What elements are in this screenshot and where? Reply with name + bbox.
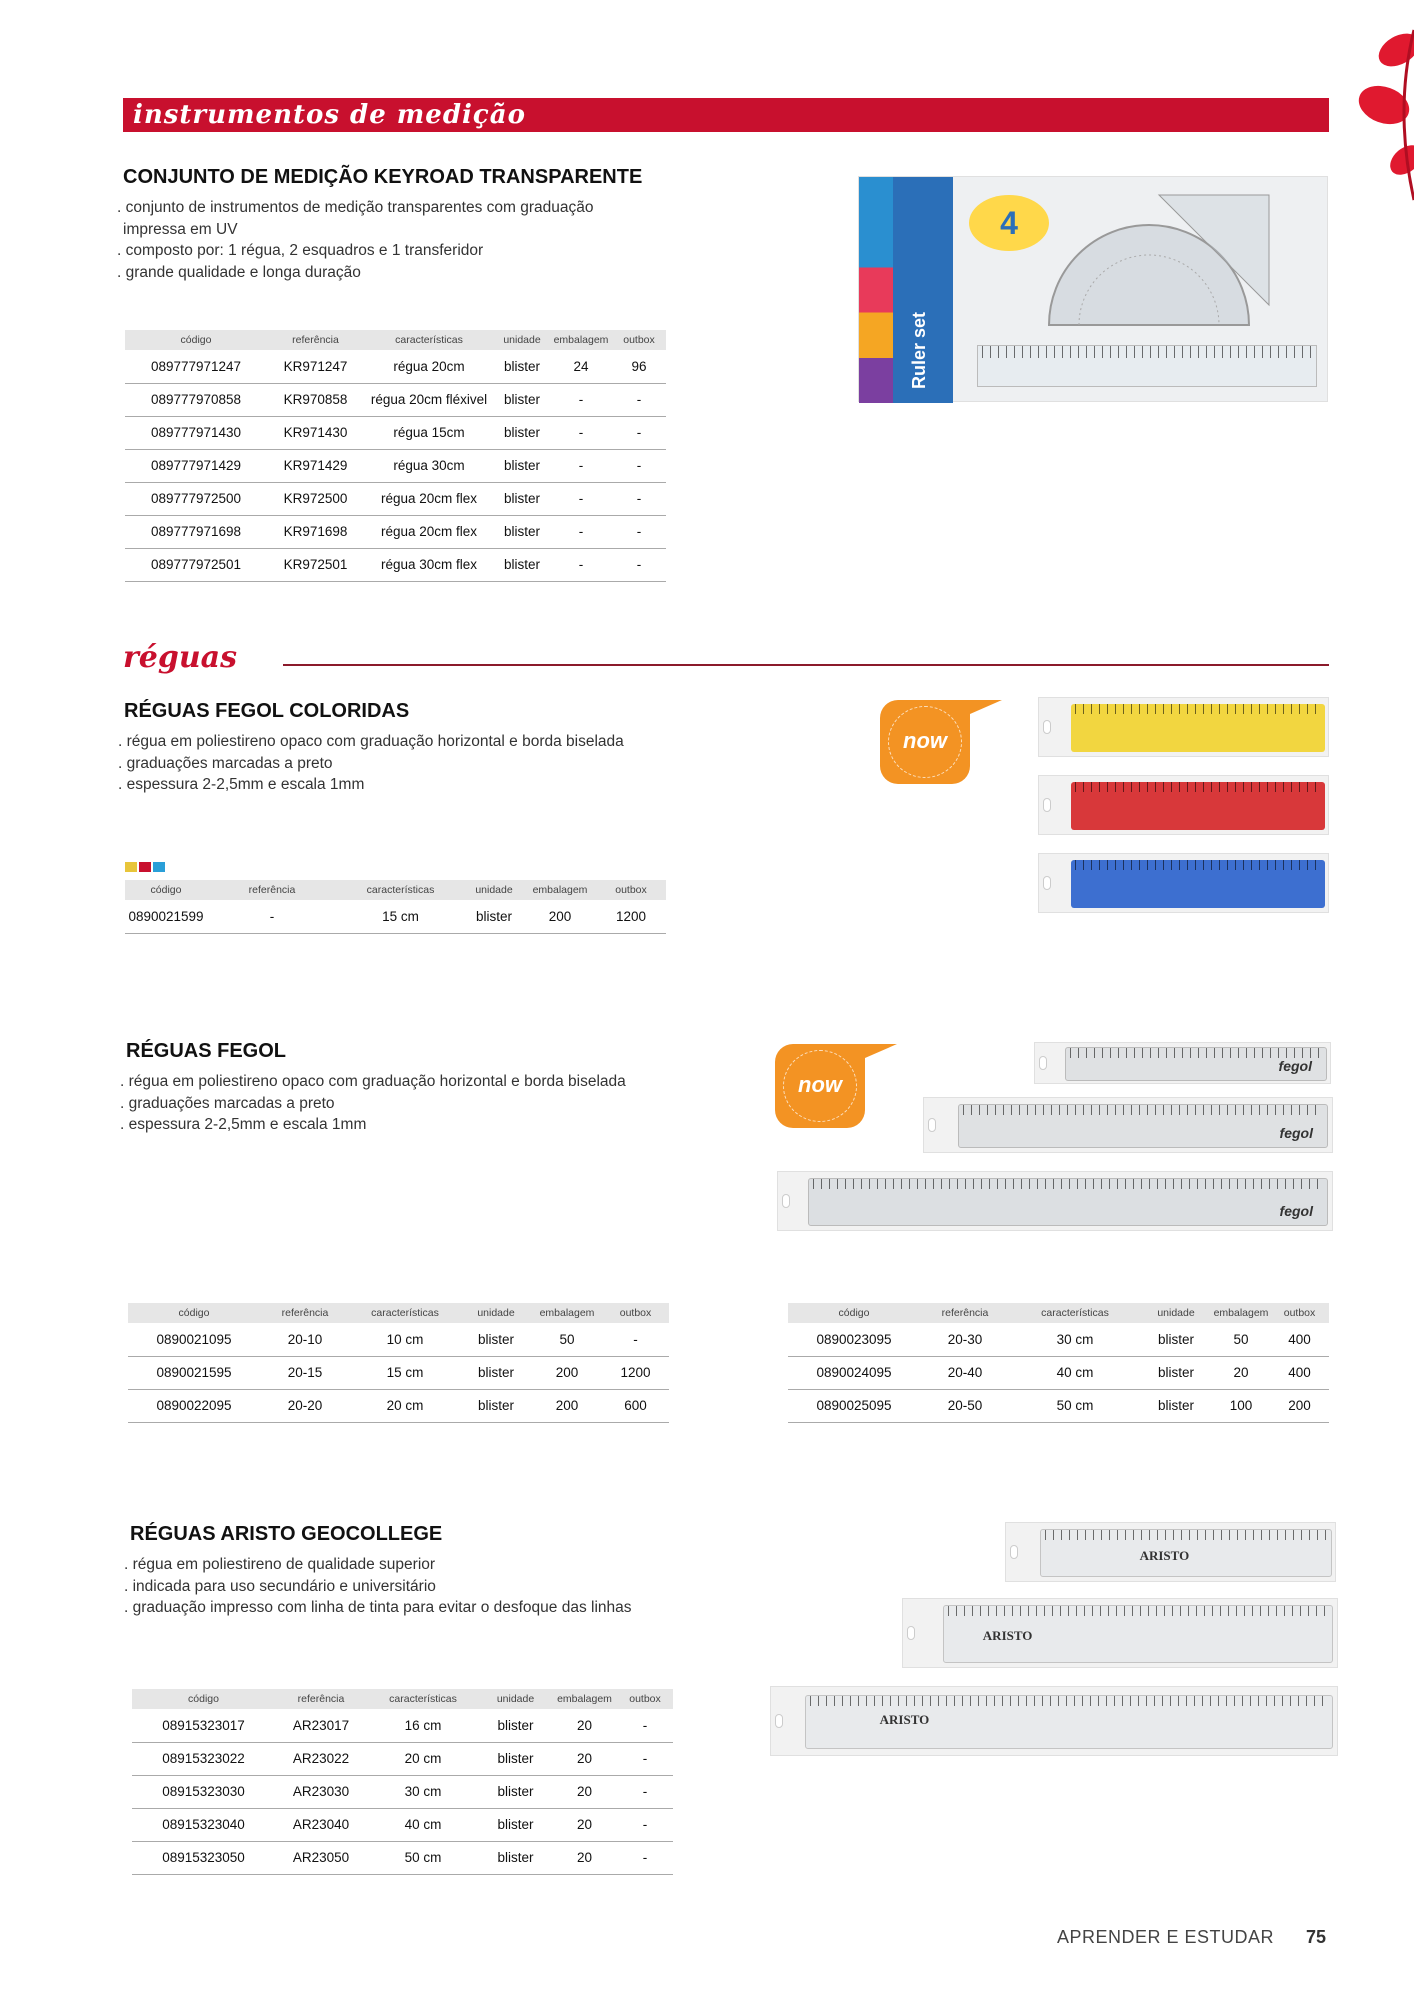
- table-cell: 20: [552, 1808, 617, 1841]
- protractor-shape: [1009, 185, 1289, 335]
- column-header: código: [132, 1689, 275, 1709]
- table-cell: 08915323022: [132, 1742, 275, 1775]
- bullet: impressa em UV: [123, 220, 238, 238]
- table-row: [788, 1356, 1329, 1389]
- column-header: características: [337, 880, 464, 900]
- table-cell: -: [207, 900, 337, 933]
- keyroad-package-image: [858, 176, 1328, 402]
- table-cell: -: [550, 548, 612, 581]
- table-cell: 96: [612, 350, 666, 383]
- fegol-coloridas-spec-table: [125, 880, 666, 934]
- table-row: [132, 1709, 673, 1742]
- table-cell: blister: [479, 1841, 552, 1874]
- table-cell: -: [617, 1709, 673, 1742]
- column-header: embalagem: [550, 330, 612, 350]
- table-cell: 089777972500: [125, 482, 267, 515]
- fegol-title: RÉGUAS FEGOL: [126, 1040, 287, 1062]
- footer-section-name: APRENDER E ESTUDAR: [1056, 1927, 1274, 1947]
- table-header-row: [132, 1689, 673, 1709]
- bullet: . conjunto de instrumentos de medição transparentes com graduação: [117, 199, 594, 216]
- now-badge: [775, 1044, 865, 1128]
- column-header: código: [128, 1303, 260, 1323]
- column-header: embalagem: [532, 1303, 602, 1323]
- table-cell: régua 30cm flex: [364, 548, 494, 581]
- table-cell: blister: [479, 1808, 552, 1841]
- column-header: referência: [207, 880, 337, 900]
- table-row: [125, 900, 666, 933]
- table-cell: 40 cm: [367, 1808, 479, 1841]
- table-cell: 20 cm: [367, 1742, 479, 1775]
- reguas-section-title: réguas: [123, 640, 238, 675]
- table-cell: 24: [550, 350, 612, 383]
- table-row: [132, 1742, 673, 1775]
- column-header: unidade: [494, 330, 550, 350]
- table-cell: 30 cm: [1010, 1323, 1140, 1356]
- table-row: [125, 449, 666, 482]
- fegol-brand: fegol: [1279, 1203, 1313, 1219]
- table-cell: -: [550, 482, 612, 515]
- table-row: [788, 1323, 1329, 1356]
- column-header: unidade: [1140, 1303, 1212, 1323]
- decorative-leaves: [1344, 10, 1414, 210]
- keyroad-bullets: [117, 197, 593, 283]
- table-cell: 200: [1270, 1389, 1329, 1422]
- table-row: [132, 1841, 673, 1874]
- table-cell: AR23040: [275, 1808, 367, 1841]
- fegol-coloridas-title: RÉGUAS FEGOL COLORIDAS: [124, 700, 410, 722]
- swatch-yellow: [125, 862, 137, 872]
- table-cell: 08915323030: [132, 1775, 275, 1808]
- table-cell: 15 cm: [337, 900, 464, 933]
- table-cell: -: [612, 383, 666, 416]
- table-cell: 100: [1212, 1389, 1270, 1422]
- table-cell: KR971698: [267, 515, 364, 548]
- blue-ruler-image: [1038, 853, 1329, 913]
- aristo-ruler-16-image: [1005, 1522, 1336, 1582]
- section-banner: [123, 98, 1329, 132]
- table-cell: 20: [1212, 1356, 1270, 1389]
- table-cell: blister: [1140, 1323, 1212, 1356]
- table-cell: régua 20cm: [364, 350, 494, 383]
- table-cell: 40 cm: [1010, 1356, 1140, 1389]
- section-divider: [283, 664, 1329, 666]
- column-header: referência: [267, 330, 364, 350]
- table-cell: régua 20cm flex: [364, 515, 494, 548]
- table-row: [125, 548, 666, 581]
- table-cell: 20: [552, 1841, 617, 1874]
- swatch-blue: [153, 862, 165, 872]
- table-cell: KR971429: [267, 449, 364, 482]
- table-cell: 600: [602, 1389, 669, 1422]
- table-cell: -: [602, 1323, 669, 1356]
- table-cell: blister: [1140, 1389, 1212, 1422]
- column-header: outbox: [602, 1303, 669, 1323]
- column-header: referência: [275, 1689, 367, 1709]
- aristo-spec-table: [132, 1689, 673, 1875]
- table-cell: 08915323040: [132, 1808, 275, 1841]
- bullet: . indicada para uso secundário e universitário: [124, 1577, 436, 1595]
- table-cell: 20-40: [920, 1356, 1010, 1389]
- bullet: . grande qualidade e longa duração: [117, 263, 361, 281]
- column-header: características: [367, 1689, 479, 1709]
- table-cell: 20: [552, 1709, 617, 1742]
- table-cell: -: [617, 1808, 673, 1841]
- table-row: [788, 1389, 1329, 1422]
- column-header: outbox: [596, 880, 666, 900]
- bullet: . graduações marcadas a preto: [120, 1094, 335, 1112]
- table-header-row: [125, 880, 666, 900]
- column-header: unidade: [479, 1689, 552, 1709]
- table-cell: blister: [494, 482, 550, 515]
- table-cell: 15 cm: [350, 1356, 460, 1389]
- table-cell: 089777971247: [125, 350, 267, 383]
- keyroad-spec-table: [125, 330, 666, 582]
- table-cell: blister: [464, 900, 524, 933]
- table-cell: 0890024095: [788, 1356, 920, 1389]
- now-badge: [880, 700, 970, 784]
- table-cell: 200: [532, 1356, 602, 1389]
- table-cell: 089777972501: [125, 548, 267, 581]
- table-cell: blister: [479, 1775, 552, 1808]
- table-cell: blister: [494, 416, 550, 449]
- aristo-title: RÉGUAS ARISTO GEOCOLLEGE: [130, 1523, 443, 1545]
- yellow-ruler-image: [1038, 697, 1329, 757]
- fegol-brand: fegol: [1279, 1125, 1313, 1141]
- column-header: embalagem: [1212, 1303, 1270, 1323]
- aristo-brand: ARISTO: [879, 1711, 930, 1727]
- table-cell: 089777971698: [125, 515, 267, 548]
- table-cell: -: [550, 383, 612, 416]
- table-cell: blister: [460, 1356, 532, 1389]
- fegol-coloridas-bullets: [118, 731, 624, 796]
- table-row: [125, 416, 666, 449]
- table-cell: 10 cm: [350, 1323, 460, 1356]
- table-cell: 30 cm: [367, 1775, 479, 1808]
- table-row: [128, 1356, 669, 1389]
- table-cell: régua 15cm: [364, 416, 494, 449]
- swatch-red: [139, 862, 151, 872]
- table-row: [125, 383, 666, 416]
- table-cell: 08915323017: [132, 1709, 275, 1742]
- package-badge: 4: [969, 195, 1049, 251]
- package-label: Ruler set: [909, 311, 929, 389]
- table-cell: -: [617, 1775, 673, 1808]
- table-cell: 20-15: [260, 1356, 350, 1389]
- table-cell: 50 cm: [367, 1841, 479, 1874]
- fegol-spec-table-right: [788, 1303, 1329, 1423]
- table-cell: 200: [532, 1389, 602, 1422]
- column-header: código: [125, 330, 267, 350]
- column-header: unidade: [464, 880, 524, 900]
- table-cell: 1200: [602, 1356, 669, 1389]
- ruler-shape: [977, 345, 1317, 387]
- table-cell: 20-20: [260, 1389, 350, 1422]
- table-cell: 08915323050: [132, 1841, 275, 1874]
- table-cell: régua 20cm flex: [364, 482, 494, 515]
- table-cell: blister: [494, 449, 550, 482]
- page-number: 75: [1305, 1927, 1326, 1947]
- table-cell: AR23022: [275, 1742, 367, 1775]
- bullet: . espessura 2-2,5mm e escala 1mm: [120, 1116, 367, 1133]
- table-cell: 200: [524, 900, 596, 933]
- column-header: referência: [920, 1303, 1010, 1323]
- table-cell: KR971430: [267, 416, 364, 449]
- section-banner-title: instrumentos de medição: [133, 100, 526, 130]
- column-header: outbox: [612, 330, 666, 350]
- aristo-ruler-30-image: [902, 1598, 1338, 1668]
- aristo-ruler-50-image: [770, 1686, 1338, 1756]
- table-cell: 0890021095: [128, 1323, 260, 1356]
- keyroad-title: CONJUNTO DE MEDIÇÃO KEYROAD TRANSPARENTE: [123, 166, 643, 188]
- table-cell: 50: [1212, 1323, 1270, 1356]
- table-cell: blister: [460, 1389, 532, 1422]
- table-cell: 089777971430: [125, 416, 267, 449]
- fegol-brand: fegol: [1278, 1058, 1312, 1074]
- aristo-brand: ARISTO: [1139, 1548, 1190, 1564]
- fegol-ruler-30-image: [777, 1171, 1333, 1231]
- table-cell: KR970858: [267, 383, 364, 416]
- aristo-bullets: [124, 1554, 632, 1619]
- table-cell: 50: [532, 1323, 602, 1356]
- bullet: . régua em poliestireno opaco com graduação horizontal e borda biselada: [120, 1073, 626, 1090]
- table-cell: 0890022095: [128, 1389, 260, 1422]
- table-cell: -: [617, 1841, 673, 1874]
- table-cell: -: [550, 416, 612, 449]
- bullet: . composto por: 1 régua, 2 esquadros e 1 transferidor: [117, 242, 484, 259]
- table-cell: 089777971429: [125, 449, 267, 482]
- fegol-spec-table-left: [128, 1303, 669, 1423]
- fegol-bullets: [120, 1071, 626, 1136]
- bullet: . régua em poliestireno opaco com graduação horizontal e borda biselada: [118, 733, 624, 750]
- bullet: . graduações marcadas a preto: [118, 754, 333, 772]
- column-header: características: [364, 330, 494, 350]
- table-cell: 0890025095: [788, 1389, 920, 1422]
- table-row: [125, 350, 666, 383]
- fegol-ruler-15-image: [1034, 1042, 1331, 1084]
- table-header-row: [788, 1303, 1329, 1323]
- column-header: código: [788, 1303, 920, 1323]
- table-cell: 0890021595: [128, 1356, 260, 1389]
- table-cell: -: [612, 515, 666, 548]
- table-cell: 50 cm: [1010, 1389, 1140, 1422]
- table-cell: régua 30cm: [364, 449, 494, 482]
- table-cell: blister: [460, 1323, 532, 1356]
- table-cell: -: [612, 416, 666, 449]
- table-row: [128, 1323, 669, 1356]
- bullet: . graduação impresso com linha de tinta para evitar o desfoque das linhas: [124, 1599, 632, 1616]
- table-cell: AR23030: [275, 1775, 367, 1808]
- red-ruler-image: [1038, 775, 1329, 835]
- table-cell: KR972500: [267, 482, 364, 515]
- fegol-ruler-20-image: [923, 1097, 1333, 1153]
- bullet: . régua em poliestireno de qualidade superior: [124, 1556, 436, 1573]
- table-cell: AR23050: [275, 1841, 367, 1874]
- table-cell: 089777970858: [125, 383, 267, 416]
- color-swatches: [125, 857, 167, 876]
- aristo-brand: ARISTO: [982, 1628, 1033, 1644]
- table-cell: KR972501: [267, 548, 364, 581]
- table-cell: -: [612, 449, 666, 482]
- table-cell: 400: [1270, 1356, 1329, 1389]
- table-cell: 16 cm: [367, 1709, 479, 1742]
- column-header: características: [350, 1303, 460, 1323]
- reguas-section-header: [123, 640, 1329, 680]
- table-cell: 0890021599: [125, 900, 207, 933]
- table-cell: -: [612, 548, 666, 581]
- table-header-row: [128, 1303, 669, 1323]
- table-cell: -: [550, 515, 612, 548]
- table-cell: blister: [479, 1742, 552, 1775]
- now-badge-label: now: [903, 728, 947, 753]
- column-header: outbox: [1270, 1303, 1329, 1323]
- table-row: [128, 1389, 669, 1422]
- table-cell: 20-30: [920, 1323, 1010, 1356]
- table-header-row: [125, 330, 666, 350]
- table-cell: blister: [479, 1709, 552, 1742]
- table-cell: blister: [494, 515, 550, 548]
- table-cell: régua 20cm fléxivel: [364, 383, 494, 416]
- table-cell: blister: [494, 548, 550, 581]
- table-cell: 400: [1270, 1323, 1329, 1356]
- column-header: características: [1010, 1303, 1140, 1323]
- now-badge-label: now: [798, 1072, 842, 1097]
- column-header: outbox: [617, 1689, 673, 1709]
- table-cell: AR23017: [275, 1709, 367, 1742]
- bullet: . espessura 2-2,5mm e escala 1mm: [118, 776, 365, 793]
- table-cell: -: [617, 1742, 673, 1775]
- table-cell: 20-50: [920, 1389, 1010, 1422]
- column-header: embalagem: [552, 1689, 617, 1709]
- table-cell: blister: [1140, 1356, 1212, 1389]
- table-cell: 0890023095: [788, 1323, 920, 1356]
- table-row: [125, 482, 666, 515]
- table-cell: 20-10: [260, 1323, 350, 1356]
- table-cell: 1200: [596, 900, 666, 933]
- table-row: [132, 1808, 673, 1841]
- table-cell: -: [612, 482, 666, 515]
- column-header: embalagem: [524, 880, 596, 900]
- table-cell: KR971247: [267, 350, 364, 383]
- table-cell: blister: [494, 350, 550, 383]
- table-cell: 20: [552, 1775, 617, 1808]
- table-cell: 20 cm: [350, 1389, 460, 1422]
- column-header: referência: [260, 1303, 350, 1323]
- table-cell: blister: [494, 383, 550, 416]
- column-header: unidade: [460, 1303, 532, 1323]
- table-cell: 20: [552, 1742, 617, 1775]
- column-header: código: [125, 880, 207, 900]
- table-row: [125, 515, 666, 548]
- table-cell: -: [550, 449, 612, 482]
- table-row: [132, 1775, 673, 1808]
